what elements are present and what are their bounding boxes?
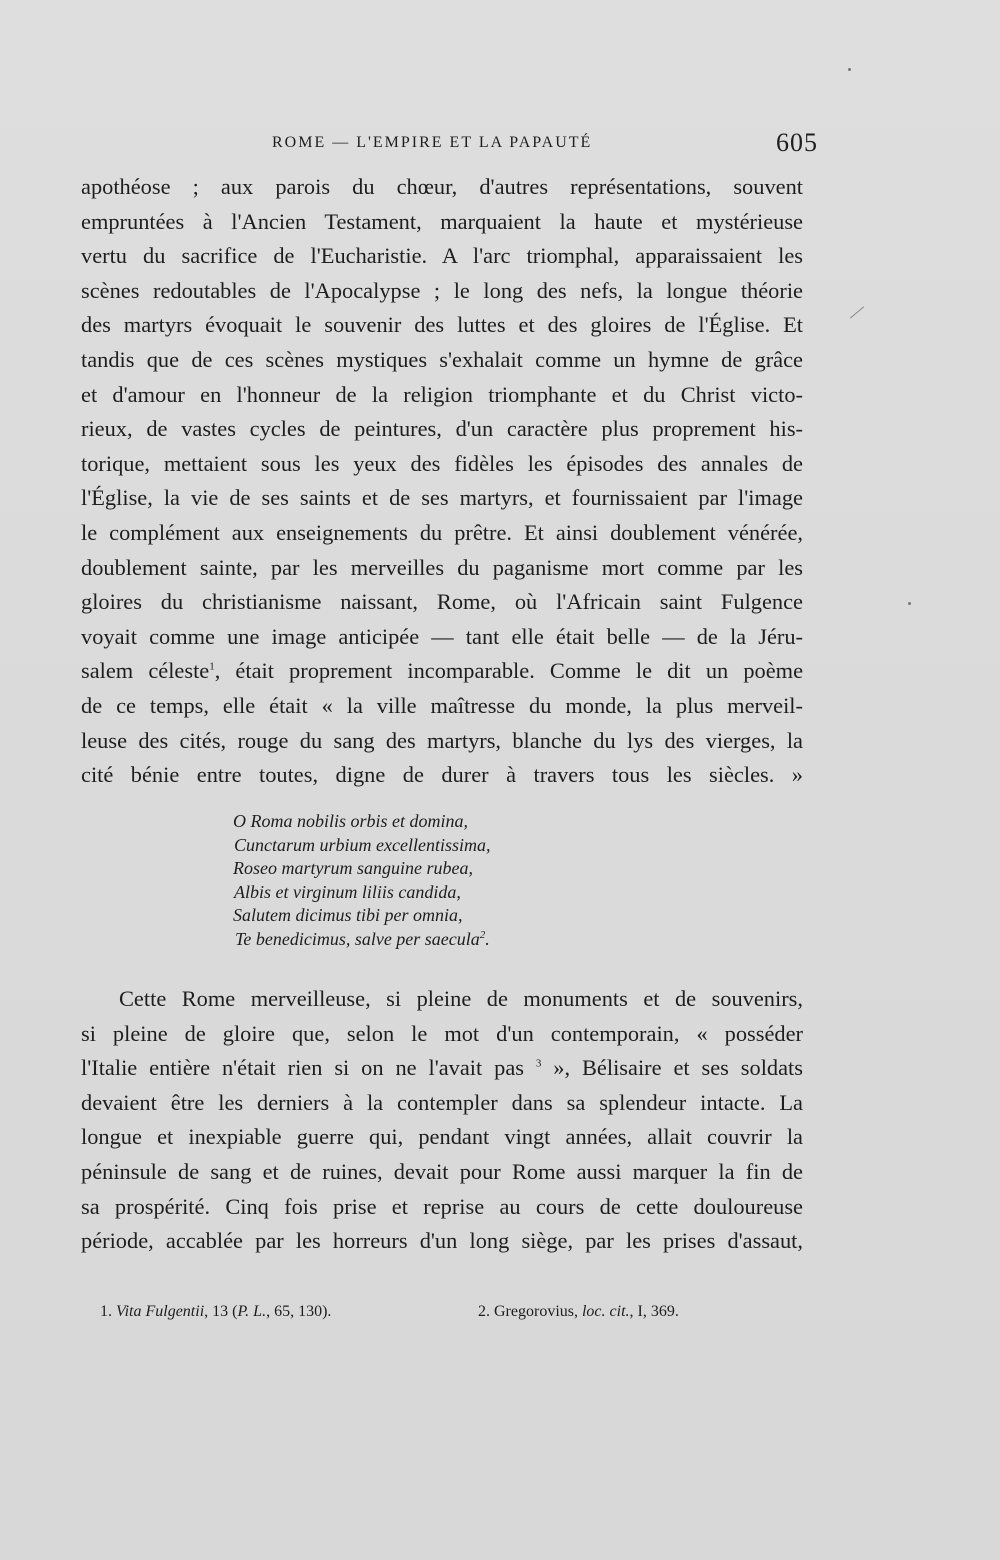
footnote-abbr: P. L. [237,1303,267,1320]
footnote-cit: loc. cit. [581,1303,630,1320]
text-line: devaient être les derniers à la contempler dans sa splendeur intacte. La [81,1089,803,1115]
text-segment: », Bélisaire et ses soldats [541,1055,803,1081]
text-line [81,1051,803,1086]
verse-line: Te benedicimus, salve per saecula$^2$. [235,928,490,949]
text-line: cité bénie entre toutes, digne de durer à travers tous les siècles. » [81,762,803,788]
footnote-text: , I, 369. [629,1303,679,1320]
verse-line: O Roma nobilis orbis et domina, [233,811,469,831]
running-head [258,128,818,158]
text-line: péninsule de sang et de ruines, devait pour Rome aussi marquer la fin de [81,1158,803,1184]
text-line: des martyrs évoquait le souvenir des luttes et des gloires de l'Église. Et [81,312,803,338]
footnote-ref: 1 [209,660,215,673]
running-title: ROME — L'EMPIRE ET LA PAPAUTÉ [272,134,593,151]
verse-line: Roseo martyrum sanguine rubea, [233,858,473,878]
footnote-1 [100,1303,331,1321]
text-segment: l'Italie entière n'était rien si on ne l'avait pas [81,1055,524,1081]
text-line: longue et inexpiable guerre qui, pendant vingt années, allait couvrir la [81,1124,803,1150]
paragraph-2 [81,982,803,1259]
footnote-ref: 3 [535,1057,542,1070]
footnote-ref: 2 [479,928,486,941]
paper-speck [908,602,911,605]
verse-segment: Te benedicimus, salve per saecula [235,928,480,949]
text-line: doublement sainte, par les merveilles du paganisme mort comme par les [81,554,803,580]
footnote-number: 1. [100,1303,112,1320]
text-line: sa prospérité. Cinq fois prise et reprise au cours de cette douloureuse [81,1193,803,1219]
page-number: 605 [776,128,818,157]
text-line: torique, mettaient sous les yeux des fidèles les épisodes des annales de [81,450,803,476]
text-line: l'Église, la vie de ses saints et de ses martyrs, et fournissaient par l'image [81,485,803,511]
latin-verse [233,810,490,951]
text-line: rieux, de vastes cycles de peintures, d'un caractère plus proprement his- [81,416,803,442]
text-line: leuse des cités, rouge du sang des martyrs, blanche du lys des vierges, la [81,727,803,753]
paragraph-1 [81,170,803,793]
verse-line: Salutem dicimus tibi per omnia, [233,905,463,925]
text-line: le complément aux enseignements du prêtre. Et ainsi doublement vénérée, [81,519,803,545]
text-line: gloires du christianisme naissant, Rome, où l'Africain saint Fulgence [81,589,803,615]
footnote-text: , 13 ( [204,1303,238,1320]
text-line: et d'amour en l'honneur de la religion triomphante et du Christ victo- [81,381,803,407]
text-line: scènes redoutables de l'Apocalypse ; le long des nefs, la longue théorie [81,277,803,303]
paper-speck [848,68,851,71]
footnote-2 [478,1303,679,1321]
text-line [81,654,803,689]
footnote-author: Gregorovius, [494,1303,578,1320]
text-line: voyait comme une image anticipée — tant elle était belle — de la Jéru- [81,623,803,649]
text-line: vertu du sacrifice de l'Eucharistie. A l'arc triomphal, apparaissaient les [81,243,803,269]
text-line: apothéose ; aux parois du chœur, d'autres représentations, souvent [81,174,803,199]
verse-line: Cunctarum urbium excellentissima, [234,834,491,855]
text-line: période, accablée par les horreurs d'un long siège, par les prises d'assaut, [81,1228,803,1254]
text-line: si pleine de gloire que, selon le mot d'un contemporain, « posséder [81,1020,803,1046]
text-line: empruntées à l'Ancien Testament, marquaient la haute et mystérieuse [81,208,803,234]
text-segment: salem céleste [81,658,210,684]
text-segment: , était proprement incomparable. Comme le dit un poème [214,658,804,684]
footnote-text: , 65, 130). [266,1303,332,1320]
text-line: Cette Rome merveilleuse, si pleine de monuments et de souvenirs, [119,986,803,1011]
footnote-number: 2. [478,1303,490,1320]
text-line: tandis que de ces scènes mystiques s'exhalait comme un hymne de grâce [81,346,803,372]
paper-mark [850,306,864,318]
verse-line: Albis et virginum liliis candida, [234,881,461,902]
text-line: de ce temps, elle était « la ville maîtresse du monde, la plus merveil- [81,692,803,718]
footnote-title: Vita Fulgentii [116,1303,205,1320]
